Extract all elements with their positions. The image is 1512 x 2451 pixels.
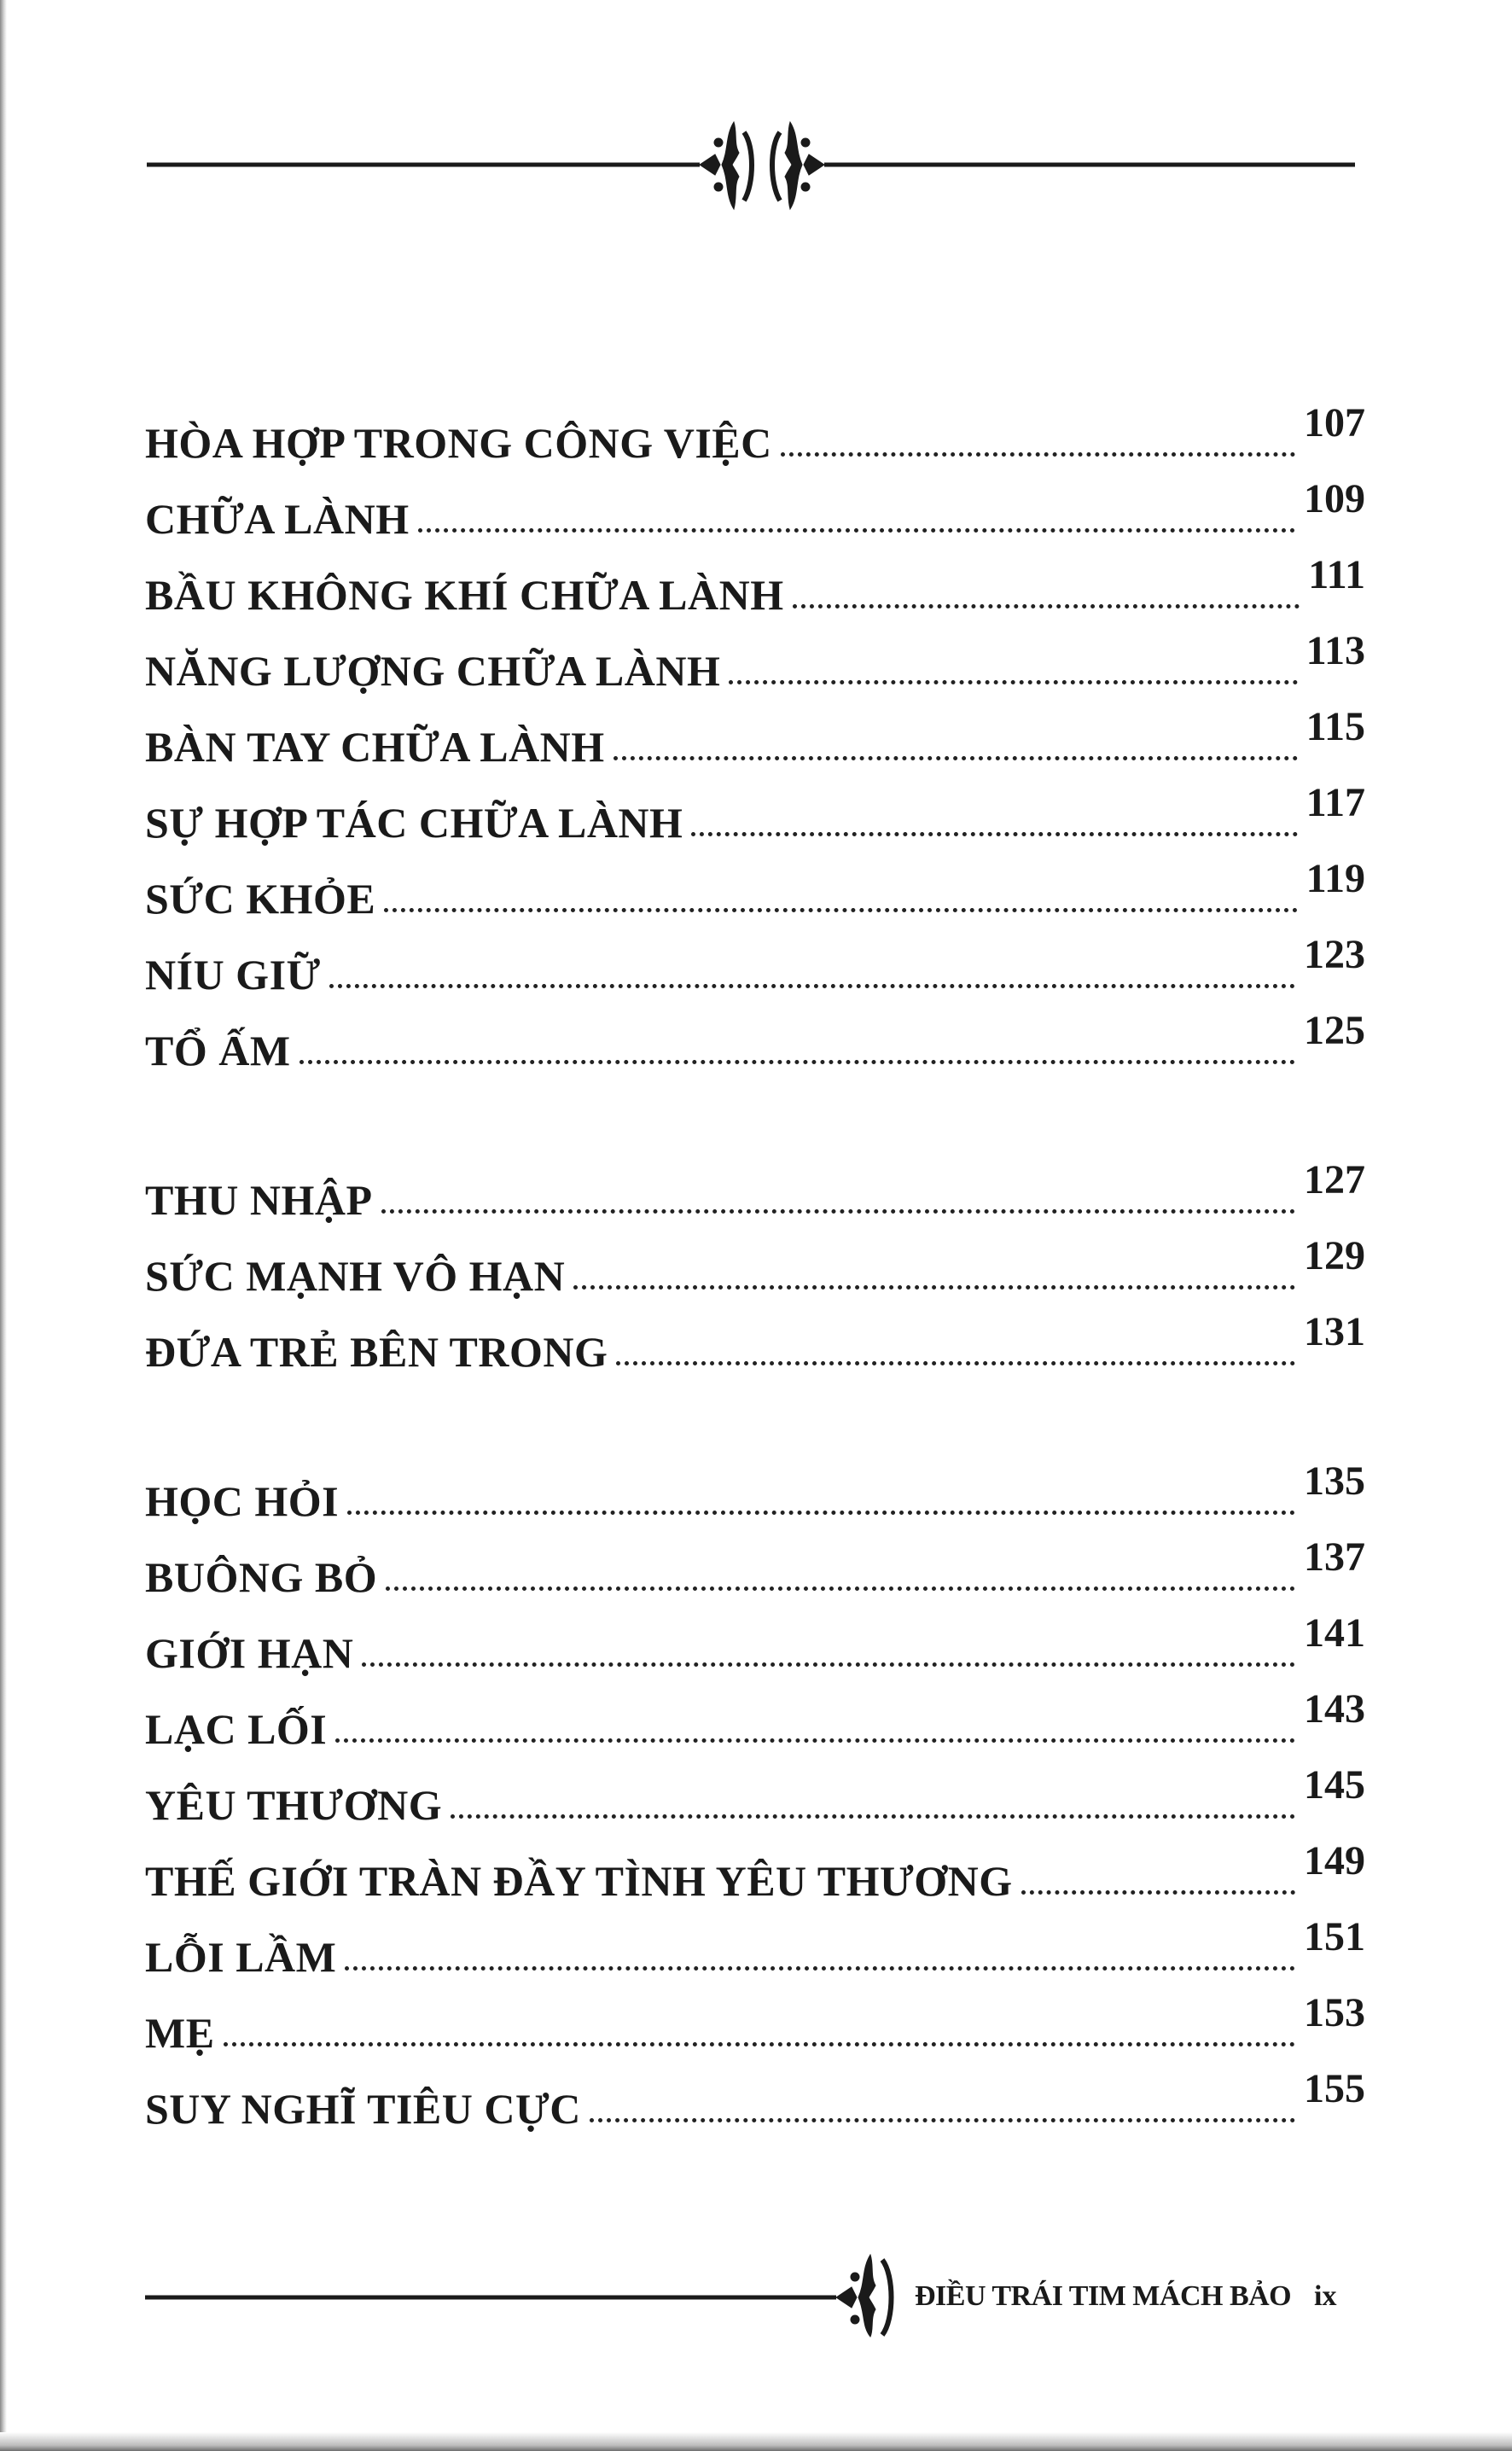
toc-entry[interactable] xyxy=(145,1447,1365,1525)
toc-entry-title: SỨC MẠNH VÔ HẠN xyxy=(145,1252,566,1300)
toc-group-3 xyxy=(145,1447,1365,2133)
page-footer xyxy=(145,2244,1365,2338)
toc-entry-page: 119 xyxy=(1306,856,1365,901)
toc-entry-page: 129 xyxy=(1304,1233,1365,1278)
toc-entry-page: 113 xyxy=(1306,628,1365,673)
toc-entry-page: 149 xyxy=(1304,1838,1365,1883)
dot-leader xyxy=(329,984,1295,988)
toc-entry-page: 125 xyxy=(1304,1008,1365,1053)
toc-entry-page: 153 xyxy=(1304,1990,1365,2035)
toc-entry-page: 131 xyxy=(1304,1309,1365,1354)
toc-entry[interactable] xyxy=(145,616,1365,695)
toc-entry[interactable] xyxy=(145,1522,1365,1601)
footer-flourish-divider-icon xyxy=(145,2244,964,2338)
toc-entry[interactable] xyxy=(145,1978,1365,2057)
dot-leader xyxy=(451,1814,1295,1819)
toc-entry-title: CHỮA LÀNH xyxy=(145,495,410,543)
toc-entry-page: 137 xyxy=(1304,1534,1365,1580)
dot-leader xyxy=(573,1285,1295,1290)
toc-entry[interactable] xyxy=(145,1826,1365,1905)
toc-entry-title: SUY NGHĨ TIÊU CỰC xyxy=(145,2085,581,2133)
toc-entry-page: 123 xyxy=(1304,932,1365,977)
toc-entry-page: 143 xyxy=(1304,1686,1365,1732)
dot-leader xyxy=(362,1662,1295,1667)
toc-entry-title: BÀN TAY CHỮA LÀNH xyxy=(145,723,605,771)
dot-leader xyxy=(691,832,1297,836)
toc-entry-title: HÒA HỢP TRONG CÔNG VIỆC xyxy=(145,419,772,467)
toc-entry-title: GIỚI HẠN xyxy=(145,1629,354,1677)
dot-leader xyxy=(384,908,1297,912)
toc-entry-page: 127 xyxy=(1304,1157,1365,1202)
toc-entry[interactable] xyxy=(145,1674,1365,1753)
toc-entry-page: 117 xyxy=(1306,780,1365,825)
dot-leader xyxy=(418,528,1295,533)
toc-entry[interactable] xyxy=(145,2054,1365,2133)
toc-entry-page: 151 xyxy=(1304,1914,1365,1959)
toc-entry-title: LỖI LẦM xyxy=(145,1933,337,1981)
toc-entry[interactable] xyxy=(145,1902,1365,1981)
toc-entry-page: 135 xyxy=(1304,1458,1365,1504)
footer-page-number: ix xyxy=(1314,2280,1337,2312)
dot-leader xyxy=(381,1209,1296,1214)
toc-entry-page: 109 xyxy=(1304,476,1365,521)
dot-leader xyxy=(616,1361,1295,1365)
toc-entry-title: NĂNG LƯỢNG CHỮA LÀNH xyxy=(145,647,721,695)
dot-leader xyxy=(729,680,1297,684)
dot-leader xyxy=(614,756,1298,760)
toc-entry-title: THẾ GIỚI TRÀN ĐẦY TÌNH YÊU THƯƠNG xyxy=(145,1857,1013,1905)
toc-entry-title: BUÔNG BỎ xyxy=(145,1553,378,1601)
toc-entry[interactable] xyxy=(145,1221,1365,1300)
header-flourish-divider-icon xyxy=(145,115,1357,218)
toc-entry-page: 115 xyxy=(1306,704,1365,749)
toc-entry-title: TỔ ẤM xyxy=(145,1027,291,1074)
toc-entry[interactable] xyxy=(145,844,1365,923)
toc-entry-title: BẦU KHÔNG KHÍ CHỮA LÀNH xyxy=(145,571,784,619)
dot-leader xyxy=(590,2118,1295,2122)
toc-entry[interactable] xyxy=(145,768,1365,847)
dot-leader xyxy=(335,1738,1295,1743)
toc-entry-title: SỨC KHỎE xyxy=(145,875,376,923)
toc-entry[interactable] xyxy=(145,996,1365,1072)
toc-entry-title: LẠC LỐI xyxy=(145,1705,328,1753)
table-of-contents xyxy=(145,388,1365,2133)
toc-entry-page: 107 xyxy=(1304,400,1365,445)
dot-leader xyxy=(1021,1890,1295,1895)
toc-entry[interactable] xyxy=(145,1145,1365,1224)
toc-group-1 xyxy=(145,388,1365,1072)
toc-entry[interactable] xyxy=(145,1598,1365,1677)
dot-leader xyxy=(345,1966,1295,1971)
dot-leader xyxy=(781,452,1295,457)
toc-entry[interactable] xyxy=(145,388,1365,467)
toc-entry-title: THU NHẬP xyxy=(145,1176,373,1224)
toc-entry-page: 111 xyxy=(1308,552,1365,597)
toc-group-2 xyxy=(145,1145,1365,1376)
toc-entry-title: YÊU THƯƠNG xyxy=(145,1781,443,1829)
toc-entry[interactable] xyxy=(145,1297,1365,1376)
toc-entry[interactable] xyxy=(145,464,1365,543)
toc-entry[interactable] xyxy=(145,1750,1365,1829)
scan-edge-left xyxy=(0,0,7,2451)
scan-edge-bottom xyxy=(0,2432,1512,2451)
toc-entry[interactable] xyxy=(145,540,1365,619)
toc-entry[interactable] xyxy=(145,692,1365,771)
toc-entry-title: MẸ xyxy=(145,2009,215,2057)
toc-entry-title: SỰ HỢP TÁC CHỮA LÀNH xyxy=(145,799,683,847)
toc-entry-title: HỌC HỎI xyxy=(145,1477,340,1525)
toc-entry-title: NÍU GIỮ xyxy=(145,951,321,998)
footer-book-title: ĐIỀU TRÁI TIM MÁCH BẢO xyxy=(915,2280,1292,2312)
toc-entry-page: 155 xyxy=(1304,2066,1365,2111)
dot-leader xyxy=(793,604,1300,608)
toc-entry-page: 141 xyxy=(1304,1610,1365,1656)
dot-leader xyxy=(299,1060,1295,1064)
dot-leader xyxy=(347,1511,1295,1515)
toc-entry-title: ĐỨA TRẺ BÊN TRONG xyxy=(145,1328,608,1376)
dot-leader xyxy=(386,1586,1295,1591)
toc-entry[interactable] xyxy=(145,920,1365,996)
toc-entry-page: 145 xyxy=(1304,1762,1365,1808)
dot-leader xyxy=(224,2042,1295,2046)
